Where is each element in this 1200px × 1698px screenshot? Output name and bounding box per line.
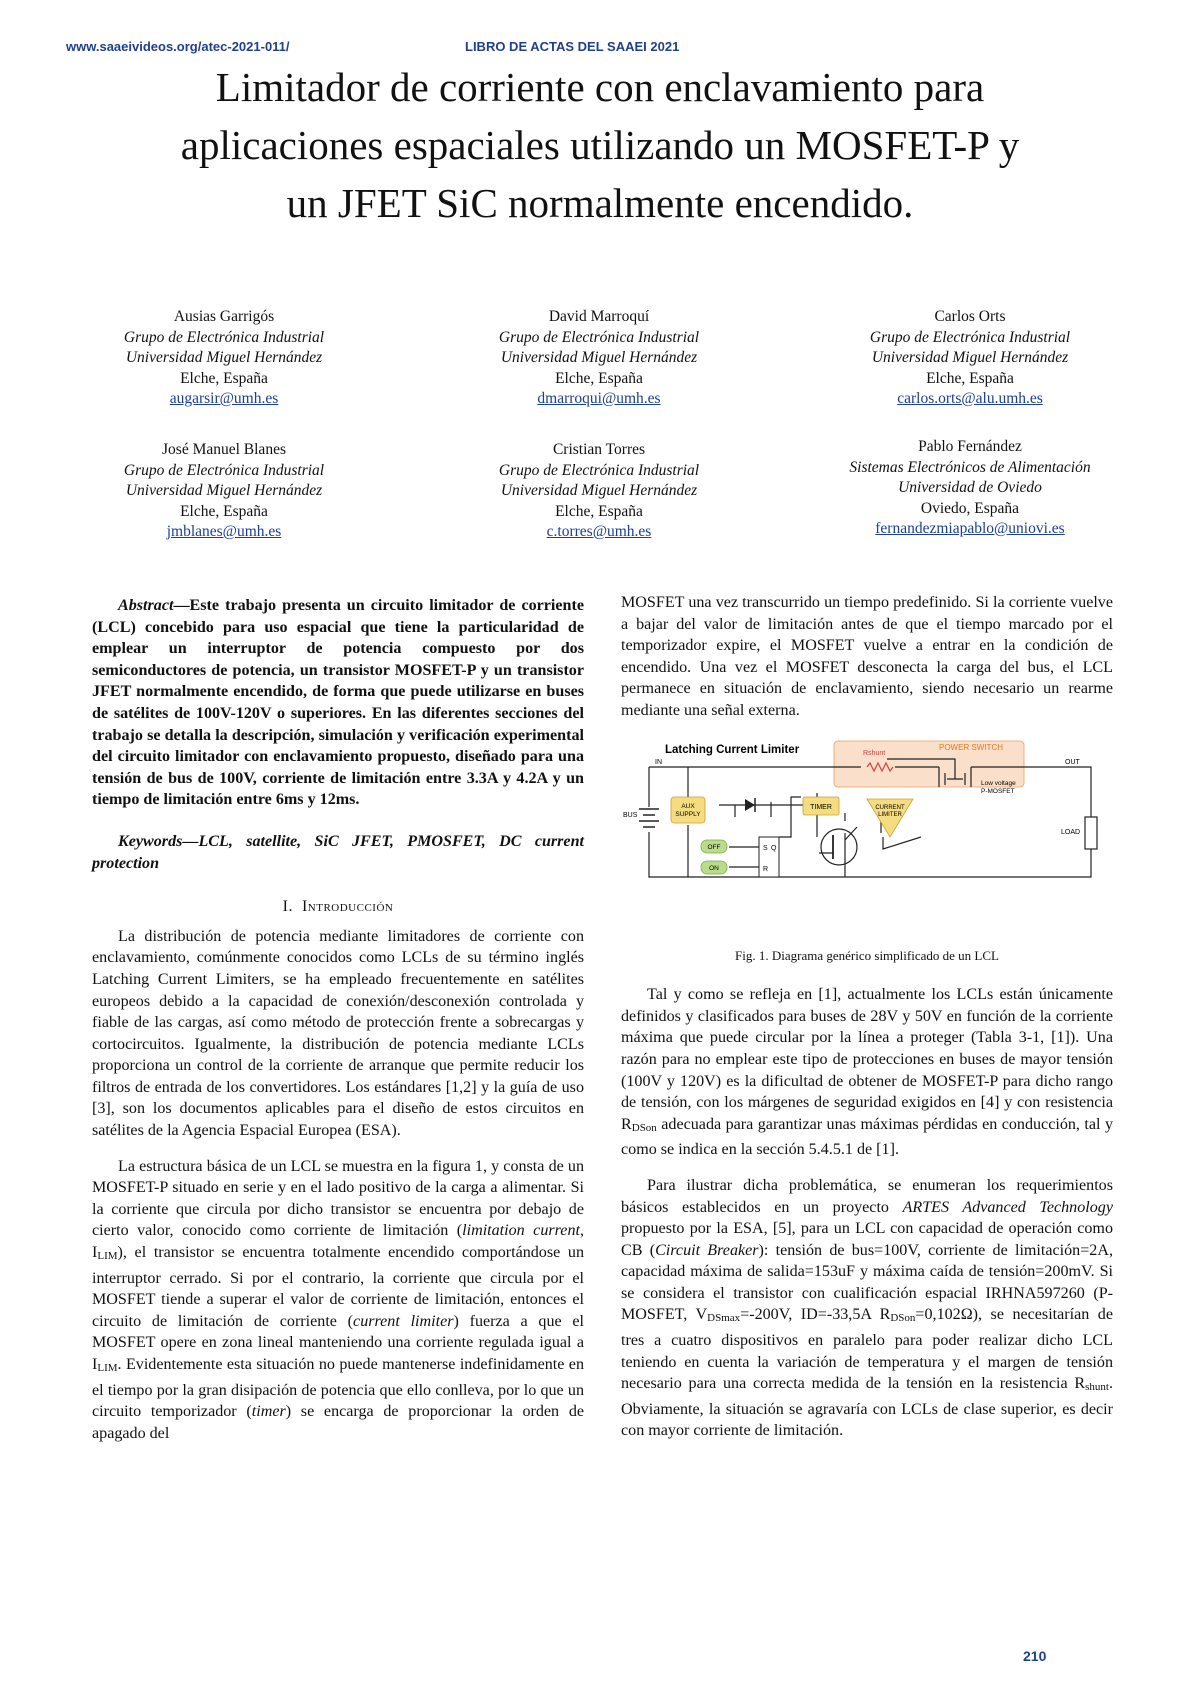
aux-supply-box [671,797,705,823]
text-run: Tal y como se refleja en [1], actualmente los LCLs están únicamente definidos y clasificados para buses de 28V y 50V en función de la corriente máxima que puede circular por la línea a proteger (Tabla 3-1, [1]). Una razón para no emplear este tipo de protecciones en buses de mayor tensión (100V y 120V) es la dificultad de obtener de MOSFET-P para dicho rango de tensión, con los márgenes de seguridad exigidos en [4] y con resistencia R [621,986,1113,1133]
text-run: . Evidentemente esta situación no puede mantenerse indefinidamente en el tiempo por la gran disipación de potencia que ello conlleva, por lo que un circuito temporizador ( [92,1356,584,1421]
on-label: ON [709,864,719,872]
author-group: Grupo de Electrónica Industrial [498,461,700,479]
section-number: I. [282,898,293,916]
subscript: LIM [97,1362,118,1374]
text-run: timer [251,1403,286,1421]
abstract-text: —Este trabajo presenta un circuito limitador de corriente (LCL) concebido para uso espacial que tiene la particularidad de emplear un interruptor de potencia compuesto por dos semiconductores de potencia, un transistor MOSFET-P y un transistor JFET normalmente encendido, de forma que puede utilizarse en buses de satélites de 100V-120V o superiores. En las diferentes secciones del trabajo se detalla la descripción, simulación y verificación experimental del circuito limitador con enclavamiento propuesto, diseñado para una tensión de bus de 100V, corriente de limitación entre 3.3A y 4.2A y un tiempo de limitación entre 6ms y 12ms. [92,597,584,809]
low-voltage-label: Low voltage [981,779,1016,787]
text-run: =-200V, ID=-33,5A R [740,1306,891,1324]
page-number: 210 [1023,1648,1047,1664]
in-label: IN [655,758,662,766]
author-name: Ausias Garrigós [173,308,275,325]
text-run: . Obviamente, la situación se agravaría con LCLs de clase superior, es decir con mayor corriente de limitación. [621,1375,1113,1440]
subscript: LIM [97,1250,118,1263]
author-name: José Manuel Blanes [162,441,286,458]
author-name: Carlos Orts [934,308,1006,325]
right-column [621,592,1113,1442]
author-affiliation: Universidad Miguel Hernández [125,349,323,366]
keywords-text: —LCL, satellite, SiC JFET, PMOSFET, DC current protection [92,832,584,872]
author-name: Cristian Torres [552,441,646,458]
left-column [92,595,584,1444]
author-affiliation: Universidad Miguel Hernández [500,482,698,499]
title-line-2: aplicaciones espaciales utilizando un MOSFET-P y [180,122,1020,168]
current-limiter-label-2: LIMITER [878,811,902,818]
author-location: Elche, España [555,369,643,387]
text-run: ) fuerza a que el MOSFET opere en zona lineal manteniendo una corriente regulada igual a I [92,1312,584,1373]
author-name: Pablo Fernández [918,438,1022,455]
aux-supply-label-1: AUX [681,802,695,810]
header-book-title: LIBRO DE ACTAS DEL SAAEI 2021 [465,39,680,54]
header-url: www.saaeivideos.org/atec-2021-011/ [66,39,290,54]
latch-s-label: S [763,844,768,852]
author-affiliation: Universidad de Oviedo [898,479,1042,496]
figure-title: Latching Current Limiter [665,743,800,756]
author-affiliation: Universidad Miguel Hernández [500,349,698,366]
text-run: La estructura básica de un LCL se muestra en la figura 1, y consta de un MOSFET-P situado en serie y en el lado positivo de la carga a alimentar. Si la corriente que circula por dicho transistor se encuentra por debajo de cierto valor, conocido como corriente de limitación ( [92,1157,584,1240]
paragraph: MOSFET una vez transcurrido un tiempo predefinido. Si la corriente vuelve a bajar del valor de limitación antes de que el tiempo marcado por el temporizador expire, el MOSFET vuelve a entrar en la condición de encendido. Una vez el MOSFET desconecta la carga del bus, el LCL permanece en situación de enclavamiento, siendo necesario un rearme mediante una señal externa. [621,594,1113,719]
current-limiter-label-1: CURRENT [875,804,905,811]
author-block [64,440,384,543]
load-label: LOAD [1061,828,1081,836]
paragraph [92,1156,584,1445]
author-email[interactable]: jmblanes@umh.es [166,523,282,540]
bus-label: BUS [623,811,638,819]
paragraph [621,984,1113,1161]
author-email[interactable]: fernandezmiapablo@uniovi.es [875,520,1065,537]
author-block [810,437,1130,540]
author-location: Oviedo, España [920,499,1020,517]
section-title: Introducción [301,898,394,916]
section-heading [92,896,584,918]
author-email[interactable]: c.torres@umh.es [546,523,652,540]
paragraph: La distribución de potencia mediante limitadores de corriente con enclavamiento, comúnmente conocidos como LCLs de su término inglés Latching Current Limiters, se ha empleado frecuentemente en satélites europeos debido a la capacidad de conexión/desconexión controlada y fiable de las cargas, así como método de protección frente a sobrecargas y cortocircuitos. Igualmente, la distribución de potencia mediante LCLs proporciona un control de la corriente de arranque que permite reducir los filtros de entrada de los convertidores. Los estándares [1,2] y la guía de uso [3], son los documentos aplicables para el diseño de estos circuitos en satélites de la Agencia Espacial Europea (ESA). [92,927,584,1140]
author-group: Grupo de Electrónica Industrial [123,328,325,346]
diode-symbol [745,799,755,811]
text-run: Circuit Breaker [655,1241,759,1259]
author-email[interactable]: carlos.orts@alu.umh.es [897,390,1043,407]
author-location: Elche, España [555,502,643,520]
subscript: shunt [1085,1381,1109,1394]
subscript: DSon [890,1312,916,1325]
figure-caption: Fig. 1. Diagrama genérico simplificado de un LCL [735,947,999,963]
author-affiliation: Universidad Miguel Hernández [871,349,1069,366]
bjt-transistor-symbol [821,829,857,865]
text-run: adecuada para garantizar unas máximas pérdidas en conducción, tal y como se indica en la sección 5.4.5.1 de [1]. [621,1115,1113,1159]
lcl-circuit-diagram [621,737,1113,937]
off-label: OFF [707,843,721,851]
author-name: David Marroquí [548,308,650,325]
subscript: DSmax [707,1312,741,1325]
author-affiliation: Universidad Miguel Hernández [125,482,323,499]
author-email[interactable]: dmarroqui@umh.es [537,390,661,407]
author-group: Grupo de Electrónica Industrial [869,328,1071,346]
sr-latch [759,837,779,877]
author-group: Grupo de Electrónica Industrial [498,328,700,346]
title-line-1: Limitador de corriente con enclavamiento para [215,64,985,110]
author-email[interactable]: augarsir@umh.es [169,390,279,407]
timer-label: TIMER [810,803,832,811]
keywords-label: Keywords [118,832,183,850]
text-run: current limiter [353,1312,454,1330]
text-run: =0,102Ω), se necesitarían de tres a cuatro dispositivos en paralelo para poder realizar dicho LCL teniendo en cuenta la variación de temperatura y el margen de tensión necesario para una correcta medida de la tensión en la resistencia R [621,1306,1113,1393]
latch-q-label: Q [771,844,777,852]
text-run: , I [92,1222,584,1262]
author-group: Grupo de Electrónica Industrial [123,461,325,479]
keywords [92,831,584,874]
load-resistor [1085,817,1097,849]
text-run: propuesto por la ESA, [5], para un LCL con capacidad de operación como CB ( [621,1220,1113,1259]
text-run: ARTES Advanced Technology [902,1198,1113,1216]
author-block [810,307,1130,410]
abstract [92,595,584,811]
figure-1 [621,737,1113,937]
pmosfet-label: P-MOSFET [981,787,1015,795]
out-label: OUT [1065,758,1080,766]
latch-r-label: R [763,865,769,873]
author-location: Elche, España [180,502,268,520]
author-location: Elche, España [180,369,268,387]
author-block [64,307,384,410]
text-run: ), el transistor se encuentra totalmente encendido comportándose un interruptor cerrado. Si por el contrario, la corriente que circula por el MOSFET tiende a superar el valor de corriente de limitación, entonces el circuito de limitación de corriente ( [92,1244,584,1330]
power-switch-label: POWER SWITCH [939,742,1003,752]
paper-title [60,58,1140,232]
text-run: ) se encarga de proporcionar la orden de apagado del [92,1403,585,1442]
aux-supply-label-2: SUPPLY [675,810,701,818]
abstract-label: Abstract [118,597,174,614]
bus-battery-symbol [639,809,659,827]
title-line-3: un JFET SiC normalmente encendido. [286,180,914,226]
subscript: DSon [631,1121,657,1134]
author-location: Elche, España [926,369,1014,387]
text-run: limitation current [462,1222,580,1240]
author-block [439,307,759,410]
paragraph [621,1175,1113,1442]
text-run: ): tensión de bus=100V, corriente de limitación=2A, capacidad máxima de salida=153uF y máxima caída de tensión=200mV. Si se considera el transistor con cualificación espacial IRHNA597260 (P-MOSFET, V [621,1241,1113,1324]
author-group: Sistemas Electrónicos de Alimentación [849,458,1091,476]
rshunt-label: Rshunt [863,749,886,757]
author-block [439,440,759,543]
text-run: Para ilustrar dicha problemática, se enumeran los requerimientos básicos establecidos en un proyecto [621,1176,1113,1216]
